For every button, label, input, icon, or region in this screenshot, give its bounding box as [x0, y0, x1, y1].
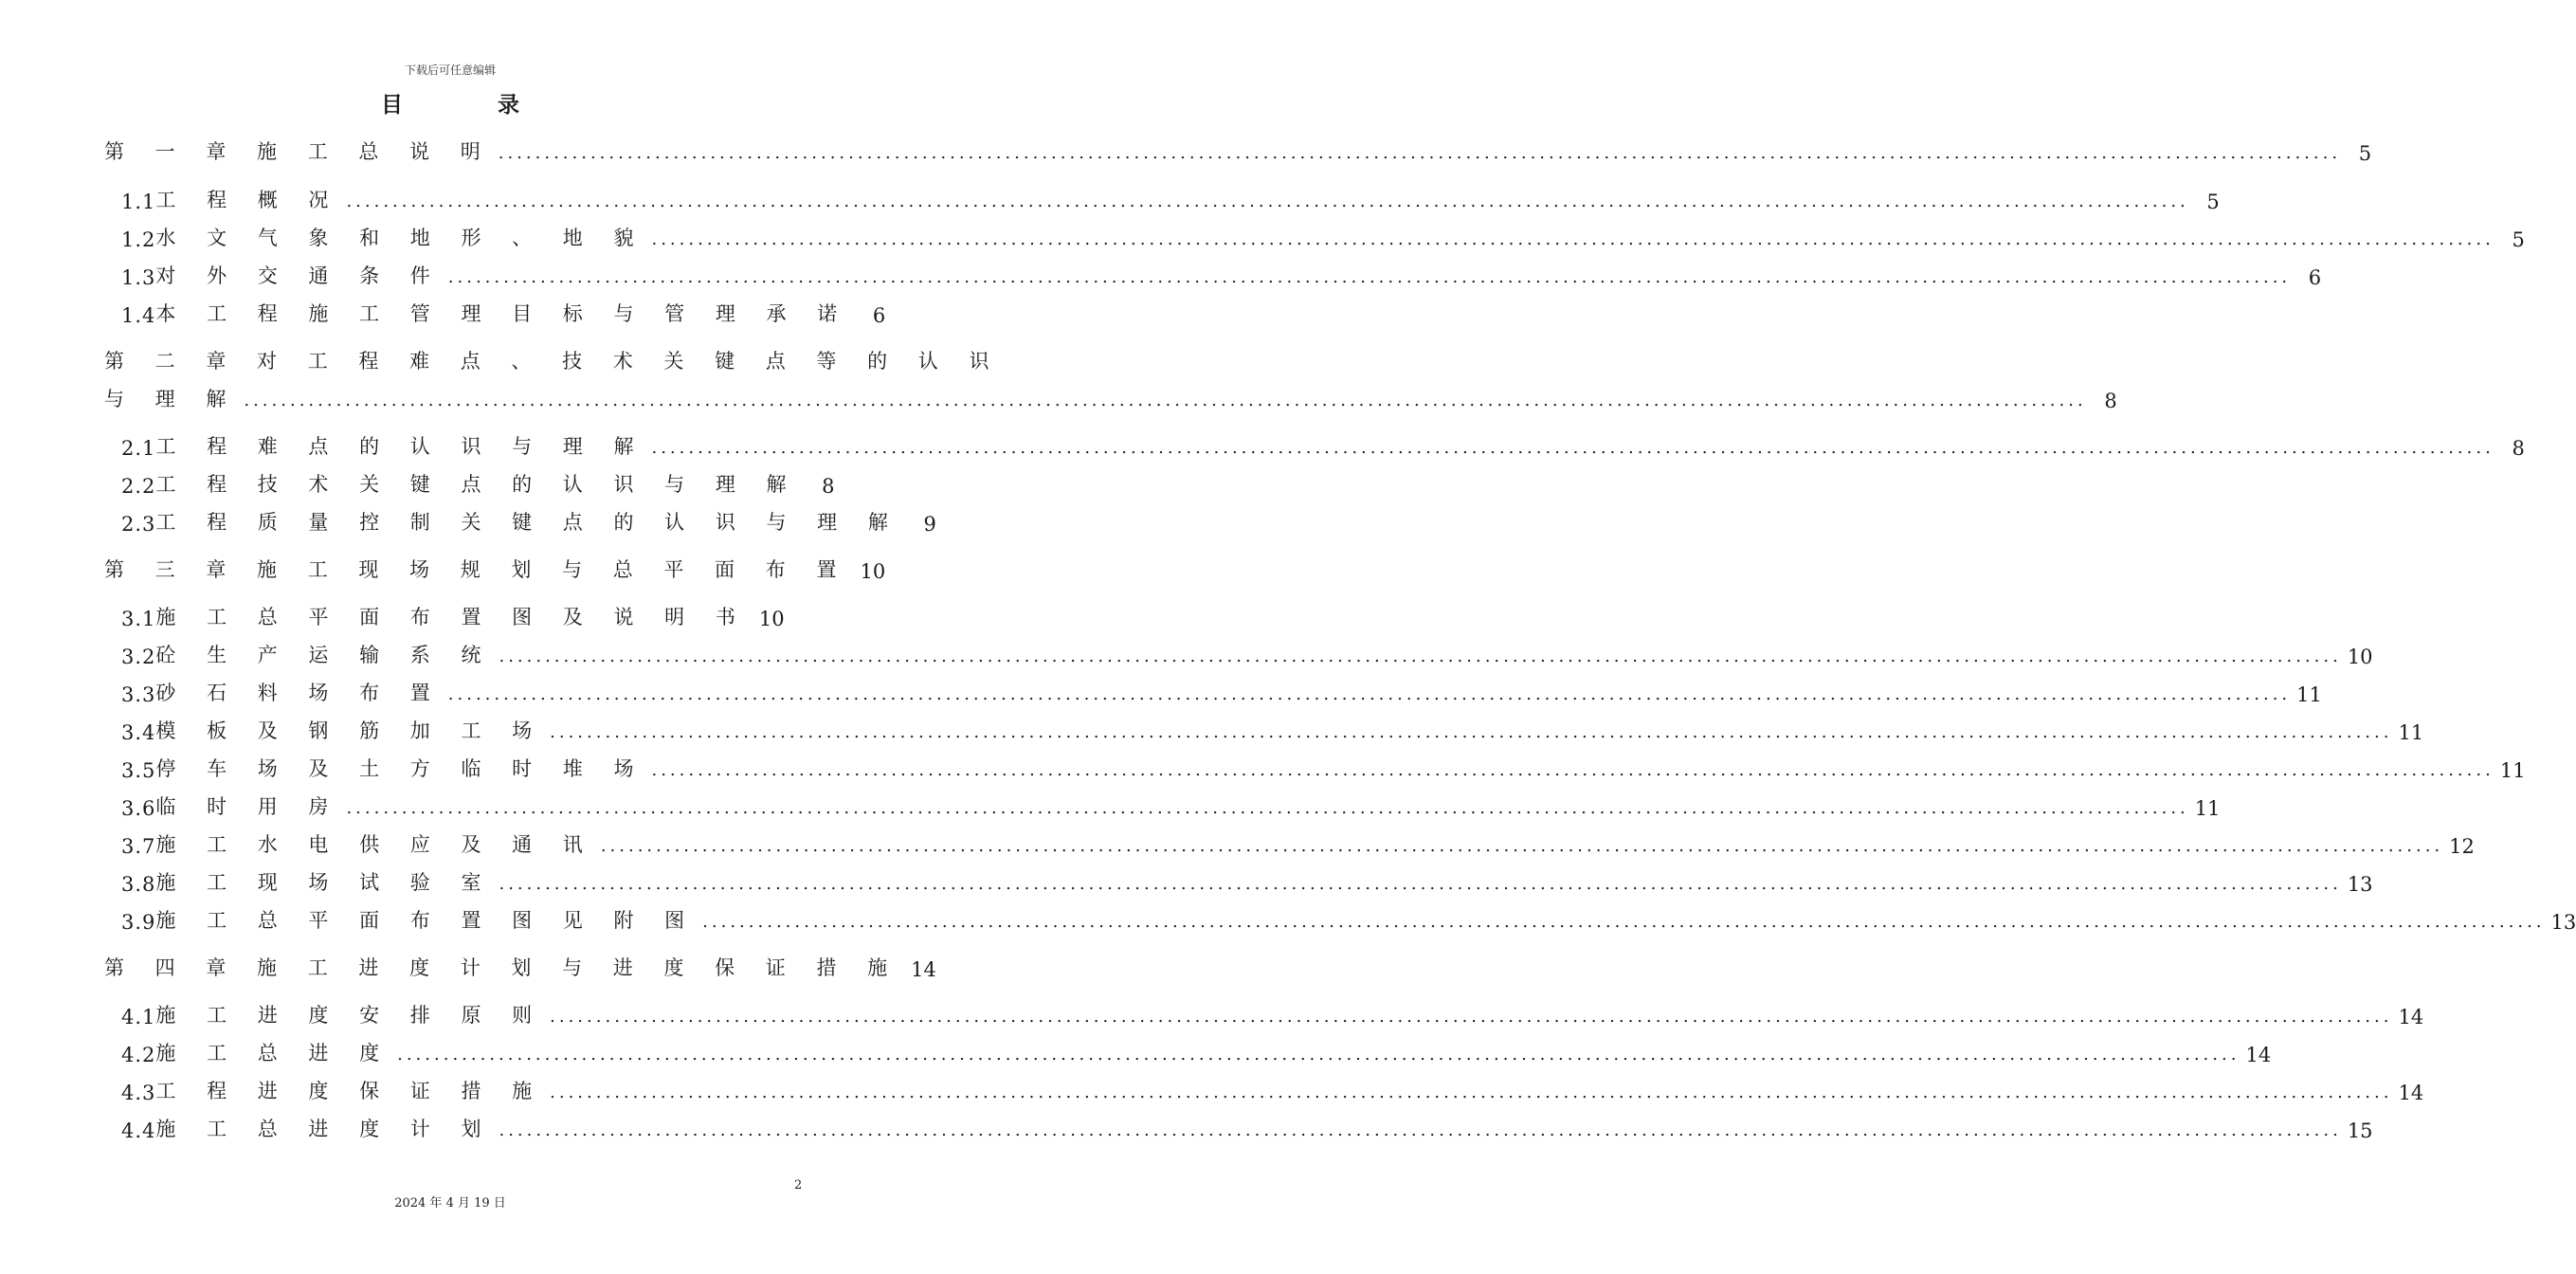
header-note: 下载后可任意编辑 [404, 64, 496, 77]
toc-section-line[interactable] [121, 752, 2526, 782]
toc-page-number: 15 [2347, 1119, 2373, 1142]
toc-dot-leader: ........................................................................................................................................................................................................ [397, 1045, 2240, 1065]
toc-page-number: 6 [2308, 266, 2322, 289]
toc-entry-title: 对 外 交 通 条 件 [155, 264, 443, 287]
toc-section-number: 3.9 [121, 911, 156, 934]
toc-section-line[interactable] [121, 1074, 2424, 1104]
toc-entry-title: 施 工 进 度 安 排 原 则 [155, 1004, 545, 1027]
toc-page-number: 8 [2512, 437, 2525, 460]
toc-section-line[interactable] [121, 600, 785, 630]
toc-page-number: 14 [2398, 1006, 2424, 1028]
toc-page-number: 9 [923, 513, 936, 536]
toc-dot-leader: ........................................................................................................................................................................................................ [550, 1083, 2393, 1102]
toc-section-line[interactable] [121, 505, 936, 536]
toc-title [0, 87, 900, 118]
toc-entry-title: 施 工 水 电 供 应 及 通 讯 [155, 833, 595, 856]
toc-page-number: 5 [2206, 191, 2220, 213]
toc-page-number: 5 [2358, 142, 2372, 165]
toc-section-line[interactable] [121, 297, 886, 327]
toc-entry-title: 工 程 质 量 控 制 关 键 点 的 认 识 与 理 解 [155, 511, 900, 534]
toc-dot-leader: ........................................................................................................................................................................................................ [499, 874, 2342, 894]
toc-page-number: 10 [2347, 646, 2373, 668]
toc-page-number: 5 [2512, 228, 2525, 251]
toc-dot-leader: ........................................................................................................................................................................................................ [651, 760, 2494, 780]
toc-entry-title: 临 时 用 房 [155, 795, 341, 818]
toc-section-line[interactable] [121, 865, 2373, 896]
toc-section-number: 2.3 [121, 513, 156, 536]
toc-section-number: 4.2 [121, 1044, 156, 1066]
toc-dot-leader: ........................................................................................................................................................................................................ [600, 836, 2444, 856]
toc-section-line[interactable] [121, 259, 2322, 289]
toc-page-number: 8 [2104, 390, 2117, 412]
toc-entry-title: 停 车 场 及 土 方 临 时 堆 场 [155, 757, 646, 780]
toc-section-line[interactable] [121, 903, 2576, 934]
toc-page-number: 13 [2550, 911, 2576, 934]
toc-section-line[interactable] [121, 1036, 2272, 1066]
toc-section-number: 2.1 [121, 437, 156, 460]
toc-entry-title: 第 一 章 施 工 总 说 明 [104, 140, 493, 163]
toc-dot-leader: ........................................................................................................................................................................................................ [550, 722, 2393, 742]
toc-section-number: 4.3 [121, 1082, 156, 1104]
toc-section-line[interactable] [121, 221, 2525, 251]
toc-section-number: 3.2 [121, 646, 156, 668]
toc-dot-leader: ........................................................................................................................................................................................................ [244, 391, 2087, 410]
toc-dot-leader: ........................................................................................................................................................................................................ [499, 1120, 2342, 1140]
toc-entry-title: 施 工 现 场 试 验 室 [155, 871, 494, 894]
toc-entry-title: 第 二 章 对 工 程 难 点 、 技 术 关 键 点 等 的 认 识 [104, 350, 1002, 373]
toc-dot-leader: ........................................................................................................................................................................................................ [651, 438, 2494, 458]
toc-entry-title: 砼 生 产 运 输 系 统 [155, 644, 494, 666]
toc-title-char-1: 目 [381, 92, 403, 118]
toc-dot-leader: ........................................................................................................................................................................................................ [447, 684, 2292, 704]
toc-section-line[interactable] [121, 714, 2424, 744]
toc-section-number: 3.5 [121, 759, 156, 782]
toc-section-number: 1.1 [121, 191, 156, 213]
toc-section-number: 4.4 [121, 1119, 156, 1142]
toc-dot-leader: ........................................................................................................................................................................................................ [346, 798, 2189, 818]
toc-section-number: 1.3 [121, 266, 156, 289]
toc-chapter-line[interactable] [104, 553, 886, 583]
toc-entry-title: 与 理 解 [104, 388, 239, 410]
toc-dot-leader: ........................................................................................................................................................................................................ [499, 646, 2342, 666]
toc-entry-title: 模 板 及 钢 筋 加 工 场 [155, 719, 545, 742]
toc-entry-title: 施 工 总 平 面 布 置 图 及 说 明 书 [155, 606, 748, 628]
toc-page-number: 14 [2398, 1082, 2424, 1104]
toc-dot-leader: ........................................................................................................................................................................................................ [651, 229, 2494, 249]
toc-page-number: 12 [2449, 835, 2475, 858]
toc-chapter-line[interactable] [104, 344, 1002, 374]
toc-section-line[interactable] [121, 790, 2221, 820]
toc-section-line[interactable] [121, 467, 835, 498]
toc-section-line[interactable] [121, 1112, 2373, 1142]
toc-section-number: 1.2 [121, 228, 156, 251]
toc-section-number: 3.4 [121, 721, 156, 744]
toc-entry-title: 工 程 概 况 [155, 189, 341, 211]
toc-entry-title: 工 程 难 点 的 认 识 与 理 解 [155, 435, 646, 458]
toc-page-number: 11 [2296, 683, 2322, 706]
toc-section-number: 4.1 [121, 1006, 156, 1028]
toc-page-number: 10 [758, 608, 785, 630]
toc-section-number: 2.2 [121, 475, 156, 498]
toc-page-number: 14 [2245, 1044, 2272, 1066]
toc-entry-title: 本 工 程 施 工 管 理 目 标 与 管 理 承 诺 [155, 302, 850, 325]
toc-dot-leader: ........................................................................................................................................................................................................ [498, 143, 2342, 163]
toc-page-number: 13 [2347, 873, 2373, 896]
toc-section-line[interactable] [121, 676, 2322, 706]
toc-page-number: 11 [2499, 759, 2526, 782]
toc-section-line[interactable] [121, 828, 2475, 858]
toc-section-number: 3.8 [121, 873, 156, 896]
toc-section-line[interactable] [121, 429, 2525, 460]
toc-entry-title: 砂 石 料 场 布 置 [155, 682, 443, 704]
toc-title-char-2: 录 [498, 92, 519, 118]
toc-entry-title: 水 文 气 象 和 地 形 、 地 貌 [155, 227, 646, 249]
toc-page-number: 6 [872, 304, 886, 327]
toc-section-number: 3.3 [121, 683, 156, 706]
toc-page-number: 10 [860, 560, 886, 583]
toc-chapter-line[interactable] [104, 135, 2372, 165]
toc-dot-leader: ........................................................................................................................................................................................................ [346, 191, 2189, 211]
toc-entry-title: 工 程 技 术 关 键 点 的 认 识 与 理 解 [155, 473, 799, 496]
page-number: 2 [794, 1178, 803, 1192]
toc-section-line[interactable] [121, 638, 2373, 668]
toc-section-number: 3.1 [121, 608, 156, 630]
toc-page-number: 14 [911, 958, 936, 981]
toc-entry-title: 施 工 总 进 度 [155, 1042, 392, 1065]
toc-page-number: 11 [2194, 797, 2221, 820]
toc-section-line[interactable] [121, 183, 2220, 213]
toc-entry-title: 第 四 章 施 工 进 度 计 划 与 进 度 保 证 措 施 [104, 956, 900, 979]
toc-page-number: 11 [2398, 721, 2424, 744]
toc-dot-leader: ........................................................................................................................................................................................................ [550, 1007, 2393, 1027]
toc-entry-title: 施 工 总 进 度 计 划 [155, 1118, 494, 1140]
footer-date: 2024 年 4 月 19 日 [394, 1196, 506, 1210]
toc-section-number: 3.6 [121, 797, 156, 820]
toc-section-number: 3.7 [121, 835, 156, 858]
toc-dot-leader: ........................................................................................................................................................................................................ [447, 267, 2292, 287]
toc-chapter-line[interactable] [104, 382, 2117, 412]
toc-page-number: 8 [822, 475, 835, 498]
toc-section-number: 1.4 [121, 304, 156, 327]
toc-entry-title: 第 三 章 施 工 现 场 规 划 与 总 平 面 布 置 [104, 558, 849, 581]
toc-dot-leader: ........................................................................................................................................................................................................ [702, 912, 2546, 932]
toc-section-line[interactable] [121, 998, 2424, 1028]
toc-entry-title: 施 工 总 平 面 布 置 图 见 附 图 [155, 909, 698, 932]
toc-chapter-line[interactable] [104, 951, 936, 981]
toc-entry-title: 工 程 进 度 保 证 措 施 [155, 1080, 545, 1102]
